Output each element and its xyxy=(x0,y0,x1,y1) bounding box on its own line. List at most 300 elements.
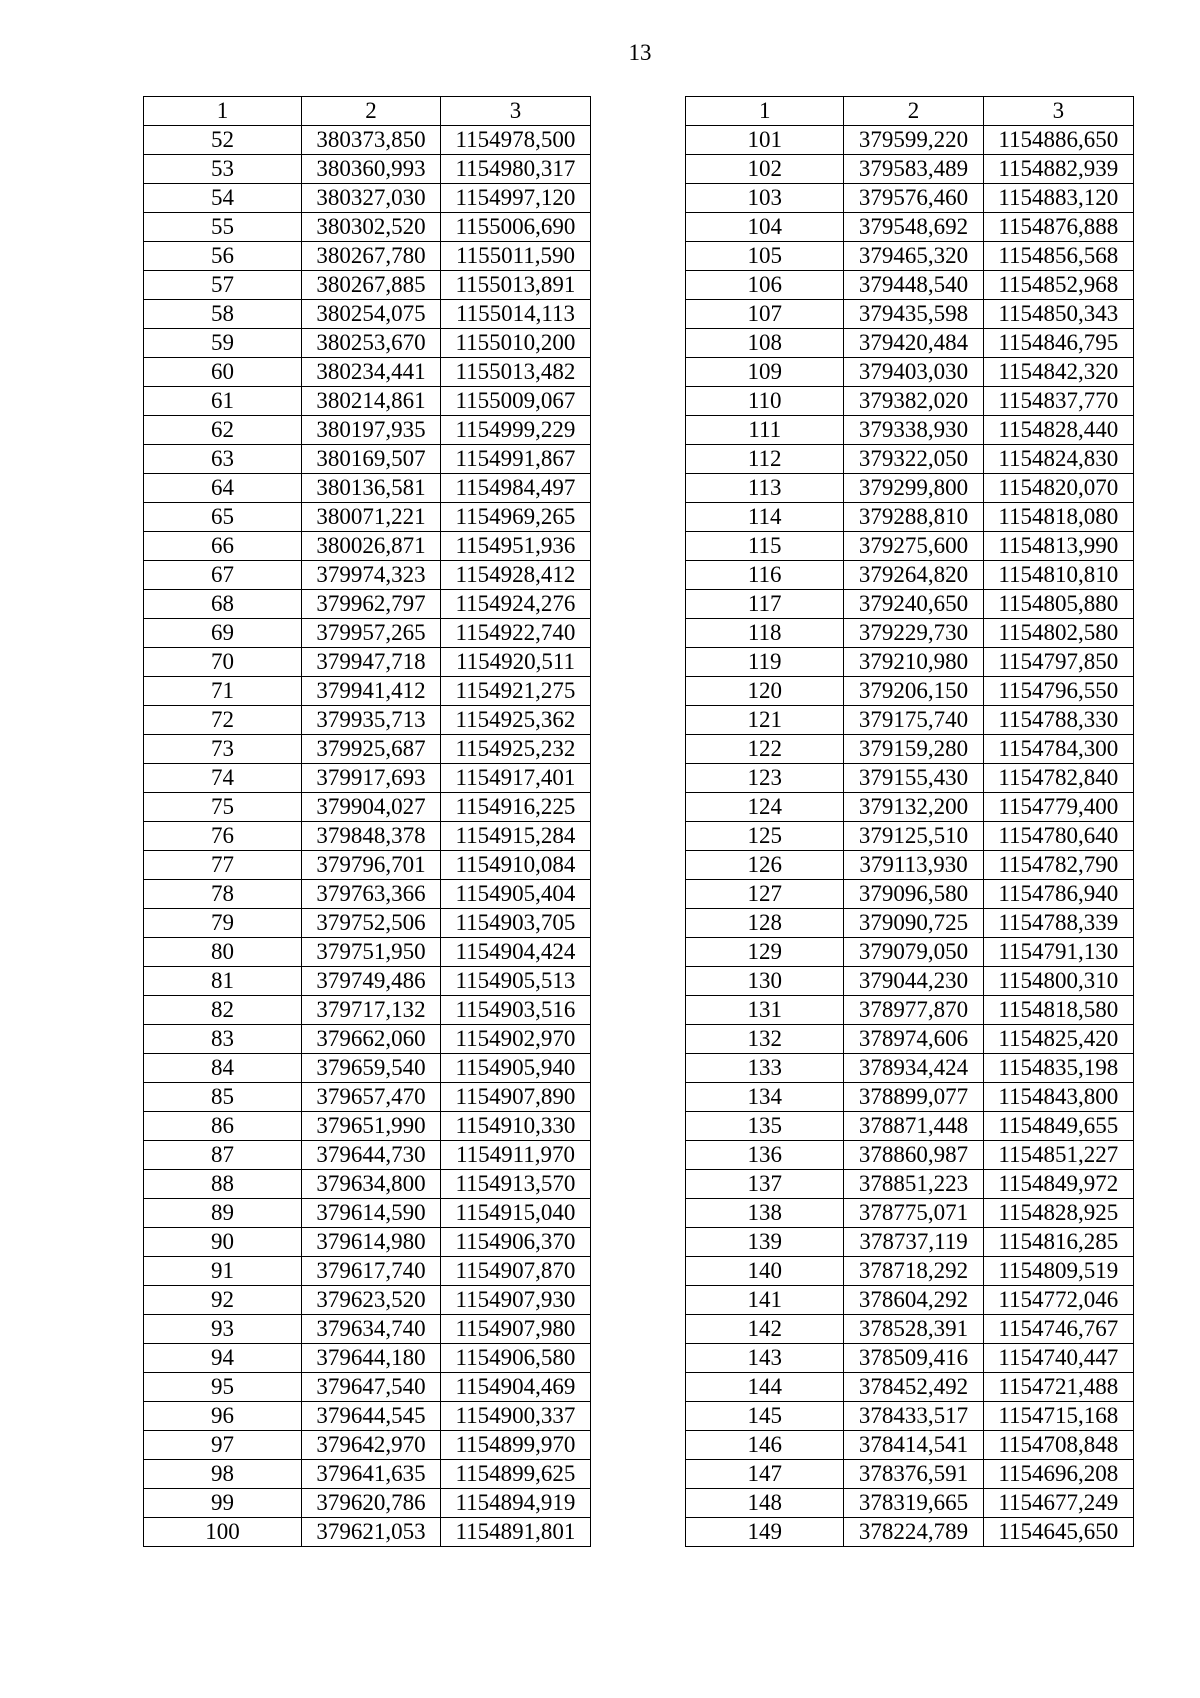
x-coordinate-cell: 379614,590 xyxy=(302,1199,441,1228)
point-number-cell: 82 xyxy=(144,996,302,1025)
table-row xyxy=(686,706,1134,735)
point-number-cell: 126 xyxy=(686,851,844,880)
point-number-cell: 111 xyxy=(686,416,844,445)
point-number-cell: 65 xyxy=(144,503,302,532)
y-coordinate-cell: 1154924,276 xyxy=(440,590,590,619)
point-number-cell: 123 xyxy=(686,764,844,793)
x-coordinate-cell: 379113,930 xyxy=(844,851,983,880)
table-row xyxy=(686,300,1134,329)
x-coordinate-cell: 380026,871 xyxy=(302,532,441,561)
point-number-cell: 58 xyxy=(144,300,302,329)
y-coordinate-cell: 1154915,040 xyxy=(440,1199,590,1228)
table-row xyxy=(144,1373,591,1402)
y-coordinate-cell: 1154784,300 xyxy=(983,735,1133,764)
table-row xyxy=(144,677,591,706)
table-row xyxy=(144,503,591,532)
table-row xyxy=(686,1518,1134,1547)
table-row xyxy=(686,358,1134,387)
table-row xyxy=(686,996,1134,1025)
point-number-cell: 91 xyxy=(144,1257,302,1286)
table-row xyxy=(144,938,591,967)
table-row xyxy=(686,967,1134,996)
x-coordinate-cell: 379657,470 xyxy=(302,1083,441,1112)
table-row xyxy=(144,1054,591,1083)
point-number-cell: 140 xyxy=(686,1257,844,1286)
point-number-cell: 68 xyxy=(144,590,302,619)
point-number-cell: 103 xyxy=(686,184,844,213)
point-number-cell: 113 xyxy=(686,474,844,503)
y-coordinate-cell: 1155014,113 xyxy=(440,300,590,329)
y-coordinate-cell: 1154849,655 xyxy=(983,1112,1133,1141)
y-coordinate-cell: 1154978,500 xyxy=(440,126,590,155)
table-row xyxy=(686,416,1134,445)
point-number-cell: 99 xyxy=(144,1489,302,1518)
y-coordinate-cell: 1154810,810 xyxy=(983,561,1133,590)
point-number-cell: 107 xyxy=(686,300,844,329)
x-coordinate-cell: 379651,990 xyxy=(302,1112,441,1141)
point-number-cell: 86 xyxy=(144,1112,302,1141)
column-header: 2 xyxy=(302,97,441,126)
point-number-cell: 92 xyxy=(144,1286,302,1315)
y-coordinate-cell: 1154828,925 xyxy=(983,1199,1133,1228)
y-coordinate-cell: 1154818,580 xyxy=(983,996,1133,1025)
y-coordinate-cell: 1154910,330 xyxy=(440,1112,590,1141)
x-coordinate-cell: 380373,850 xyxy=(302,126,441,155)
x-coordinate-cell: 379925,687 xyxy=(302,735,441,764)
point-number-cell: 114 xyxy=(686,503,844,532)
y-coordinate-cell: 1154779,400 xyxy=(983,793,1133,822)
x-coordinate-cell: 380267,885 xyxy=(302,271,441,300)
point-number-cell: 129 xyxy=(686,938,844,967)
point-number-cell: 67 xyxy=(144,561,302,590)
table-row xyxy=(144,1199,591,1228)
point-number-cell: 136 xyxy=(686,1141,844,1170)
table-row xyxy=(144,126,591,155)
y-coordinate-cell: 1154905,513 xyxy=(440,967,590,996)
x-coordinate-cell: 379752,506 xyxy=(302,909,441,938)
column-header: 3 xyxy=(983,97,1133,126)
y-coordinate-cell: 1154825,420 xyxy=(983,1025,1133,1054)
column-header: 3 xyxy=(440,97,590,126)
table-row xyxy=(686,445,1134,474)
y-coordinate-cell: 1154708,848 xyxy=(983,1431,1133,1460)
point-number-cell: 132 xyxy=(686,1025,844,1054)
table-row xyxy=(686,648,1134,677)
y-coordinate-cell: 1154905,940 xyxy=(440,1054,590,1083)
table-header-row xyxy=(686,97,1134,126)
x-coordinate-cell: 378860,987 xyxy=(844,1141,983,1170)
y-coordinate-cell: 1154925,362 xyxy=(440,706,590,735)
table-row xyxy=(144,1460,591,1489)
table-row xyxy=(144,1228,591,1257)
x-coordinate-cell: 378737,119 xyxy=(844,1228,983,1257)
y-coordinate-cell: 1154849,972 xyxy=(983,1170,1133,1199)
x-coordinate-cell: 379465,320 xyxy=(844,242,983,271)
table-row xyxy=(686,938,1134,967)
table-row xyxy=(686,387,1134,416)
x-coordinate-cell: 378871,448 xyxy=(844,1112,983,1141)
column-header: 2 xyxy=(844,97,983,126)
y-coordinate-cell: 1154999,229 xyxy=(440,416,590,445)
x-coordinate-cell: 379264,820 xyxy=(844,561,983,590)
point-number-cell: 149 xyxy=(686,1518,844,1547)
x-coordinate-cell: 379079,050 xyxy=(844,938,983,967)
point-number-cell: 102 xyxy=(686,155,844,184)
y-coordinate-cell: 1154886,650 xyxy=(983,126,1133,155)
table-row xyxy=(144,967,591,996)
table-row xyxy=(686,561,1134,590)
y-coordinate-cell: 1154922,740 xyxy=(440,619,590,648)
table-row xyxy=(144,1489,591,1518)
table-row xyxy=(144,561,591,590)
x-coordinate-cell: 379947,718 xyxy=(302,648,441,677)
x-coordinate-cell: 379448,540 xyxy=(844,271,983,300)
y-coordinate-cell: 1154802,580 xyxy=(983,619,1133,648)
table-row xyxy=(144,1025,591,1054)
point-number-cell: 118 xyxy=(686,619,844,648)
point-number-cell: 117 xyxy=(686,590,844,619)
table-row xyxy=(686,1257,1134,1286)
point-number-cell: 137 xyxy=(686,1170,844,1199)
y-coordinate-cell: 1154850,343 xyxy=(983,300,1133,329)
x-coordinate-cell: 380302,520 xyxy=(302,213,441,242)
table-row xyxy=(686,590,1134,619)
y-coordinate-cell: 1154904,469 xyxy=(440,1373,590,1402)
point-number-cell: 74 xyxy=(144,764,302,793)
point-number-cell: 124 xyxy=(686,793,844,822)
table-header-row xyxy=(144,97,591,126)
x-coordinate-cell: 380253,670 xyxy=(302,329,441,358)
x-coordinate-cell: 379751,950 xyxy=(302,938,441,967)
x-coordinate-cell: 380234,441 xyxy=(302,358,441,387)
coordinates-table-left xyxy=(143,96,591,1547)
table-row xyxy=(686,1431,1134,1460)
point-number-cell: 90 xyxy=(144,1228,302,1257)
x-coordinate-cell: 379641,635 xyxy=(302,1460,441,1489)
point-number-cell: 88 xyxy=(144,1170,302,1199)
table-row xyxy=(686,880,1134,909)
y-coordinate-cell: 1154842,320 xyxy=(983,358,1133,387)
y-coordinate-cell: 1154786,940 xyxy=(983,880,1133,909)
point-number-cell: 133 xyxy=(686,1054,844,1083)
table-row xyxy=(686,1141,1134,1170)
y-coordinate-cell: 1154715,168 xyxy=(983,1402,1133,1431)
y-coordinate-cell: 1154907,890 xyxy=(440,1083,590,1112)
x-coordinate-cell: 379403,030 xyxy=(844,358,983,387)
x-coordinate-cell: 379275,600 xyxy=(844,532,983,561)
x-coordinate-cell: 379962,797 xyxy=(302,590,441,619)
x-coordinate-cell: 379659,540 xyxy=(302,1054,441,1083)
point-number-cell: 93 xyxy=(144,1315,302,1344)
table-row xyxy=(144,764,591,793)
table-row xyxy=(144,242,591,271)
table-row xyxy=(686,1402,1134,1431)
table-row xyxy=(686,793,1134,822)
x-coordinate-cell: 379935,713 xyxy=(302,706,441,735)
x-coordinate-cell: 379642,970 xyxy=(302,1431,441,1460)
point-number-cell: 85 xyxy=(144,1083,302,1112)
y-coordinate-cell: 1155006,690 xyxy=(440,213,590,242)
x-coordinate-cell: 379623,520 xyxy=(302,1286,441,1315)
y-coordinate-cell: 1154696,208 xyxy=(983,1460,1133,1489)
x-coordinate-cell: 379090,725 xyxy=(844,909,983,938)
point-number-cell: 69 xyxy=(144,619,302,648)
point-number-cell: 145 xyxy=(686,1402,844,1431)
y-coordinate-cell: 1154746,767 xyxy=(983,1315,1133,1344)
point-number-cell: 75 xyxy=(144,793,302,822)
table-row xyxy=(686,1025,1134,1054)
table-row xyxy=(144,590,591,619)
point-number-cell: 62 xyxy=(144,416,302,445)
point-number-cell: 105 xyxy=(686,242,844,271)
column-header: 1 xyxy=(144,97,302,126)
x-coordinate-cell: 378452,492 xyxy=(844,1373,983,1402)
table-row xyxy=(686,1344,1134,1373)
y-coordinate-cell: 1154828,440 xyxy=(983,416,1133,445)
point-number-cell: 87 xyxy=(144,1141,302,1170)
y-coordinate-cell: 1154991,867 xyxy=(440,445,590,474)
x-coordinate-cell: 379917,693 xyxy=(302,764,441,793)
y-coordinate-cell: 1154721,488 xyxy=(983,1373,1133,1402)
y-coordinate-cell: 1154913,570 xyxy=(440,1170,590,1199)
y-coordinate-cell: 1154824,830 xyxy=(983,445,1133,474)
y-coordinate-cell: 1154809,519 xyxy=(983,1257,1133,1286)
y-coordinate-cell: 1155013,891 xyxy=(440,271,590,300)
point-number-cell: 98 xyxy=(144,1460,302,1489)
x-coordinate-cell: 378414,541 xyxy=(844,1431,983,1460)
y-coordinate-cell: 1155011,590 xyxy=(440,242,590,271)
y-coordinate-cell: 1154907,930 xyxy=(440,1286,590,1315)
x-coordinate-cell: 380197,935 xyxy=(302,416,441,445)
y-coordinate-cell: 1154843,800 xyxy=(983,1083,1133,1112)
point-number-cell: 60 xyxy=(144,358,302,387)
x-coordinate-cell: 379240,650 xyxy=(844,590,983,619)
point-number-cell: 143 xyxy=(686,1344,844,1373)
x-coordinate-cell: 378528,391 xyxy=(844,1315,983,1344)
table-row xyxy=(144,793,591,822)
y-coordinate-cell: 1154856,568 xyxy=(983,242,1133,271)
table-row xyxy=(144,445,591,474)
x-coordinate-cell: 379322,050 xyxy=(844,445,983,474)
table-row xyxy=(144,1286,591,1315)
table-row xyxy=(144,735,591,764)
table-row xyxy=(144,155,591,184)
table-row xyxy=(144,300,591,329)
point-number-cell: 66 xyxy=(144,532,302,561)
x-coordinate-cell: 380071,221 xyxy=(302,503,441,532)
y-coordinate-cell: 1154788,339 xyxy=(983,909,1133,938)
table-row xyxy=(144,329,591,358)
x-coordinate-cell: 379155,430 xyxy=(844,764,983,793)
point-number-cell: 120 xyxy=(686,677,844,706)
x-coordinate-cell: 379644,180 xyxy=(302,1344,441,1373)
point-number-cell: 115 xyxy=(686,532,844,561)
y-coordinate-cell: 1154788,330 xyxy=(983,706,1133,735)
table-row xyxy=(144,996,591,1025)
x-coordinate-cell: 379620,786 xyxy=(302,1489,441,1518)
point-number-cell: 131 xyxy=(686,996,844,1025)
y-coordinate-cell: 1154915,284 xyxy=(440,822,590,851)
y-coordinate-cell: 1154813,990 xyxy=(983,532,1133,561)
y-coordinate-cell: 1154677,249 xyxy=(983,1489,1133,1518)
y-coordinate-cell: 1154780,640 xyxy=(983,822,1133,851)
x-coordinate-cell: 379617,740 xyxy=(302,1257,441,1286)
table-row xyxy=(686,1315,1134,1344)
x-coordinate-cell: 379096,580 xyxy=(844,880,983,909)
point-number-cell: 52 xyxy=(144,126,302,155)
x-coordinate-cell: 379044,230 xyxy=(844,967,983,996)
point-number-cell: 110 xyxy=(686,387,844,416)
point-number-cell: 142 xyxy=(686,1315,844,1344)
point-number-cell: 73 xyxy=(144,735,302,764)
table-row xyxy=(144,532,591,561)
table-row xyxy=(686,1170,1134,1199)
table-row xyxy=(144,822,591,851)
point-number-cell: 128 xyxy=(686,909,844,938)
x-coordinate-cell: 378376,591 xyxy=(844,1460,983,1489)
x-coordinate-cell: 378775,071 xyxy=(844,1199,983,1228)
y-coordinate-cell: 1154905,404 xyxy=(440,880,590,909)
point-number-cell: 80 xyxy=(144,938,302,967)
point-number-cell: 97 xyxy=(144,1431,302,1460)
table-row xyxy=(144,619,591,648)
table-row xyxy=(144,213,591,242)
table-row xyxy=(144,1402,591,1431)
y-coordinate-cell: 1154782,790 xyxy=(983,851,1133,880)
x-coordinate-cell: 379647,540 xyxy=(302,1373,441,1402)
point-number-cell: 63 xyxy=(144,445,302,474)
point-number-cell: 57 xyxy=(144,271,302,300)
point-number-cell: 106 xyxy=(686,271,844,300)
y-coordinate-cell: 1154740,447 xyxy=(983,1344,1133,1373)
point-number-cell: 125 xyxy=(686,822,844,851)
table-row xyxy=(686,1228,1134,1257)
point-number-cell: 61 xyxy=(144,387,302,416)
point-number-cell: 100 xyxy=(144,1518,302,1547)
y-coordinate-cell: 1154903,705 xyxy=(440,909,590,938)
table-row xyxy=(144,1344,591,1373)
y-coordinate-cell: 1154906,370 xyxy=(440,1228,590,1257)
x-coordinate-cell: 379159,280 xyxy=(844,735,983,764)
point-number-cell: 121 xyxy=(686,706,844,735)
y-coordinate-cell: 1154907,870 xyxy=(440,1257,590,1286)
point-number-cell: 127 xyxy=(686,880,844,909)
x-coordinate-cell: 378718,292 xyxy=(844,1257,983,1286)
y-coordinate-cell: 1154916,225 xyxy=(440,793,590,822)
table-row xyxy=(686,474,1134,503)
table-row xyxy=(144,184,591,213)
table-row xyxy=(144,271,591,300)
y-coordinate-cell: 1154917,401 xyxy=(440,764,590,793)
column-header: 1 xyxy=(686,97,844,126)
y-coordinate-cell: 1154903,516 xyxy=(440,996,590,1025)
table-row xyxy=(686,184,1134,213)
table-row xyxy=(144,648,591,677)
y-coordinate-cell: 1154818,080 xyxy=(983,503,1133,532)
table-row xyxy=(144,1315,591,1344)
point-number-cell: 71 xyxy=(144,677,302,706)
point-number-cell: 139 xyxy=(686,1228,844,1257)
point-number-cell: 109 xyxy=(686,358,844,387)
point-number-cell: 138 xyxy=(686,1199,844,1228)
table-row xyxy=(144,1112,591,1141)
table-row xyxy=(686,909,1134,938)
y-coordinate-cell: 1154835,198 xyxy=(983,1054,1133,1083)
table-row xyxy=(144,1170,591,1199)
table-row xyxy=(144,1083,591,1112)
x-coordinate-cell: 379175,740 xyxy=(844,706,983,735)
x-coordinate-cell: 378604,292 xyxy=(844,1286,983,1315)
table-row xyxy=(686,619,1134,648)
y-coordinate-cell: 1154876,888 xyxy=(983,213,1133,242)
table-row xyxy=(686,329,1134,358)
table-row xyxy=(144,1431,591,1460)
x-coordinate-cell: 379599,220 xyxy=(844,126,983,155)
y-coordinate-cell: 1154846,795 xyxy=(983,329,1133,358)
y-coordinate-cell: 1154899,970 xyxy=(440,1431,590,1460)
y-coordinate-cell: 1154980,317 xyxy=(440,155,590,184)
x-coordinate-cell: 378509,416 xyxy=(844,1344,983,1373)
table-row xyxy=(686,1054,1134,1083)
y-coordinate-cell: 1154906,580 xyxy=(440,1344,590,1373)
y-coordinate-cell: 1154951,936 xyxy=(440,532,590,561)
y-coordinate-cell: 1154851,227 xyxy=(983,1141,1133,1170)
point-number-cell: 70 xyxy=(144,648,302,677)
y-coordinate-cell: 1154921,275 xyxy=(440,677,590,706)
x-coordinate-cell: 379583,489 xyxy=(844,155,983,184)
y-coordinate-cell: 1154772,046 xyxy=(983,1286,1133,1315)
y-coordinate-cell: 1154907,980 xyxy=(440,1315,590,1344)
x-coordinate-cell: 378974,606 xyxy=(844,1025,983,1054)
table-row xyxy=(686,155,1134,184)
y-coordinate-cell: 1154925,232 xyxy=(440,735,590,764)
y-coordinate-cell: 1154928,412 xyxy=(440,561,590,590)
table-row xyxy=(144,358,591,387)
x-coordinate-cell: 378319,665 xyxy=(844,1489,983,1518)
point-number-cell: 81 xyxy=(144,967,302,996)
point-number-cell: 72 xyxy=(144,706,302,735)
y-coordinate-cell: 1154902,970 xyxy=(440,1025,590,1054)
x-coordinate-cell: 380360,993 xyxy=(302,155,441,184)
x-coordinate-cell: 379288,810 xyxy=(844,503,983,532)
point-number-cell: 83 xyxy=(144,1025,302,1054)
x-coordinate-cell: 380214,861 xyxy=(302,387,441,416)
y-coordinate-cell: 1154797,850 xyxy=(983,648,1133,677)
x-coordinate-cell: 379634,740 xyxy=(302,1315,441,1344)
y-coordinate-cell: 1154796,550 xyxy=(983,677,1133,706)
x-coordinate-cell: 379957,265 xyxy=(302,619,441,648)
x-coordinate-cell: 379420,484 xyxy=(844,329,983,358)
y-coordinate-cell: 1154920,511 xyxy=(440,648,590,677)
y-coordinate-cell: 1154837,770 xyxy=(983,387,1133,416)
y-coordinate-cell: 1154910,084 xyxy=(440,851,590,880)
x-coordinate-cell: 379338,930 xyxy=(844,416,983,445)
table-row xyxy=(686,242,1134,271)
y-coordinate-cell: 1154645,650 xyxy=(983,1518,1133,1547)
point-number-cell: 108 xyxy=(686,329,844,358)
point-number-cell: 77 xyxy=(144,851,302,880)
x-coordinate-cell: 378899,077 xyxy=(844,1083,983,1112)
x-coordinate-cell: 379763,366 xyxy=(302,880,441,909)
y-coordinate-cell: 1154997,120 xyxy=(440,184,590,213)
x-coordinate-cell: 380267,780 xyxy=(302,242,441,271)
point-number-cell: 78 xyxy=(144,880,302,909)
table-row xyxy=(144,416,591,445)
x-coordinate-cell: 379125,510 xyxy=(844,822,983,851)
point-number-cell: 59 xyxy=(144,329,302,358)
point-number-cell: 53 xyxy=(144,155,302,184)
point-number-cell: 119 xyxy=(686,648,844,677)
